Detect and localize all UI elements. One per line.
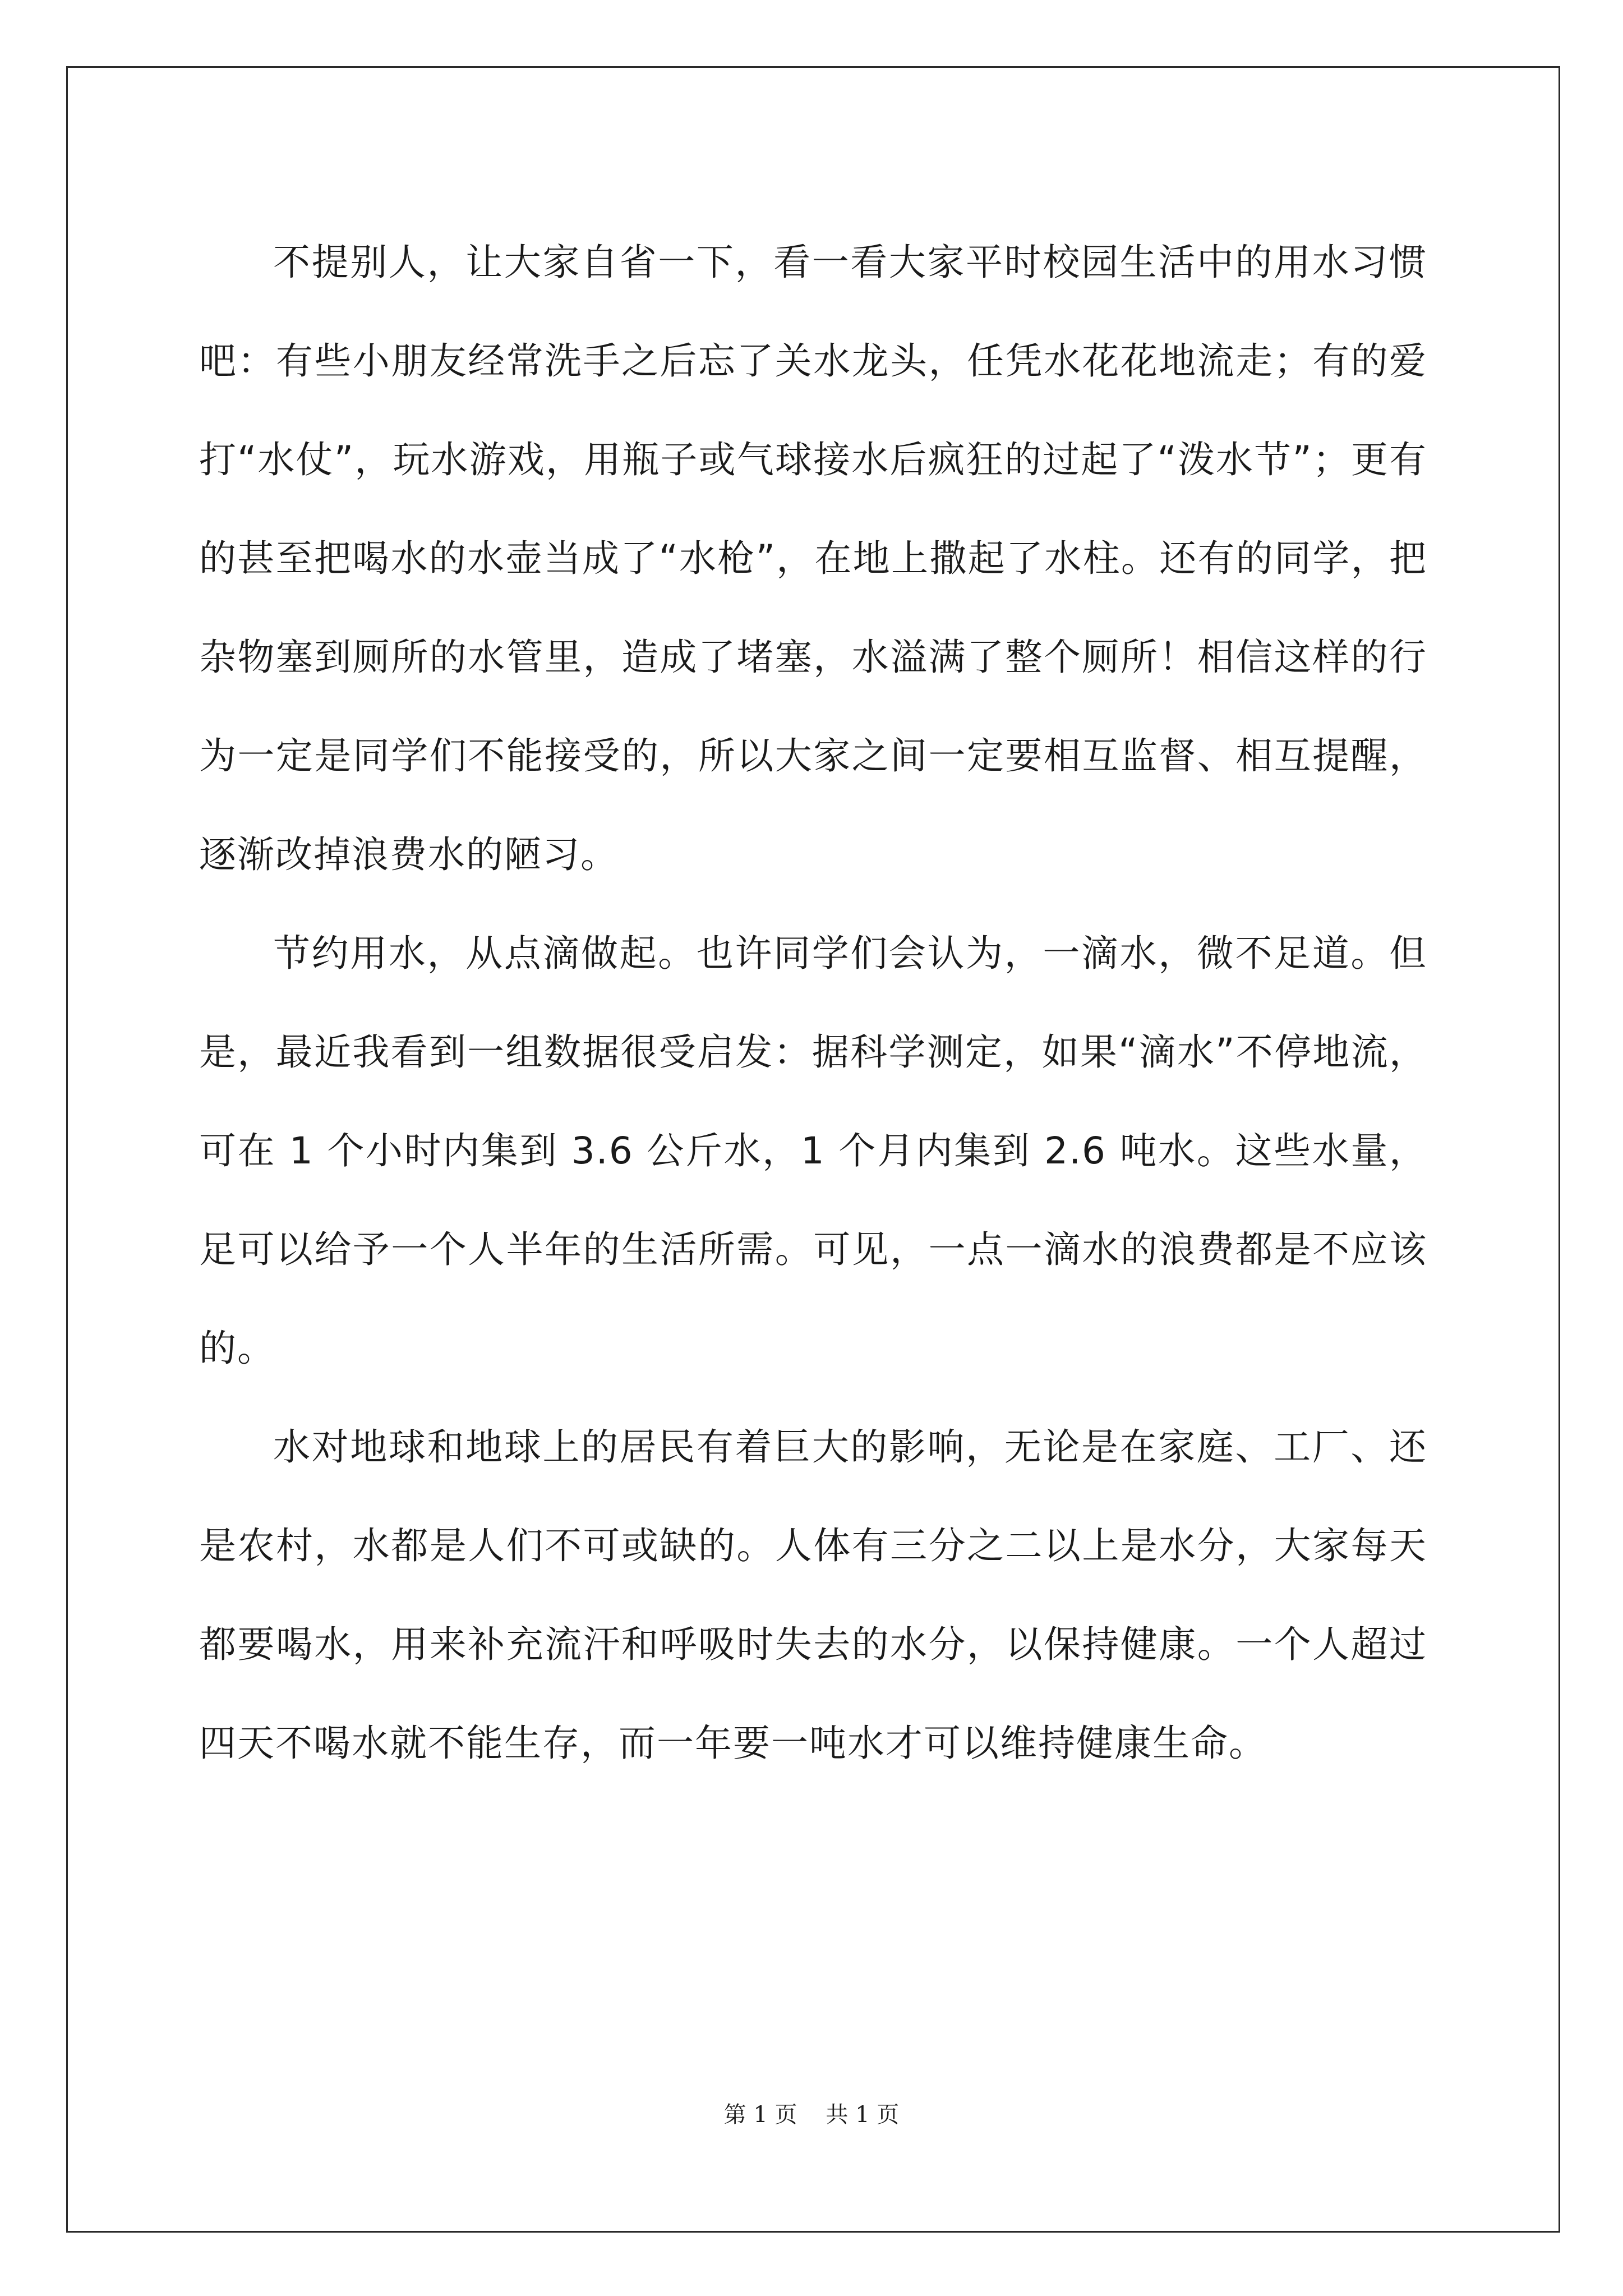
document-body [199,213,1427,1793]
page-footer [0,2097,1623,2129]
page-number: 第 1 页 [723,2102,797,2128]
paragraph-2: 节约用水，从点滴做起。也许同学们会认为，一滴水，微不足道。但是，最近我看到一组数据很受启发：据科学测定，如果“滴水”不停地流，可在 1 个小时内集到 3.6 公斤水，1 个月内集到 2.6 吨水。这些水量，足可以给予一个人半年的生活所需。可见，一点一滴水的浪费都是不应该的。 [199,932,1427,1370]
paragraph-3: 水对地球和地球上的居民有着巨大的影响，无论是在家庭、工厂、还是农村，水都是人们不可或缺的。人体有三分之二以上是水分，大家每天都要喝水，用来补充流汗和呼吸时失去的水分，以保持健康。一个人超过四天不喝水就不能生存，而一年要一吨水才可以维持健康生命。 [199,1425,1427,1765]
page-total: 共 1 页 [826,2102,900,2128]
paragraph-1: 不提别人，让大家自省一下，看一看大家平时校园生活中的用水习惯吧：有些小朋友经常洗手之后忘了关水龙头，任凭水花花地流走；有的爱打“水仗”，玩水游戏，用瓶子或气球接水后疯狂的过起了“泼水节”；更有的甚至把喝水的水壶当成了“水枪”，在地上撒起了水柱。还有的同学，把杂物塞到厕所的水管里，造成了堵塞，水溢满了整个厕所！相信这样的行为一定是同学们不能接受的，所以大家之间一定要相互监督、相互提醒，逐渐改掉浪费水的陋习。 [199,241,1427,876]
